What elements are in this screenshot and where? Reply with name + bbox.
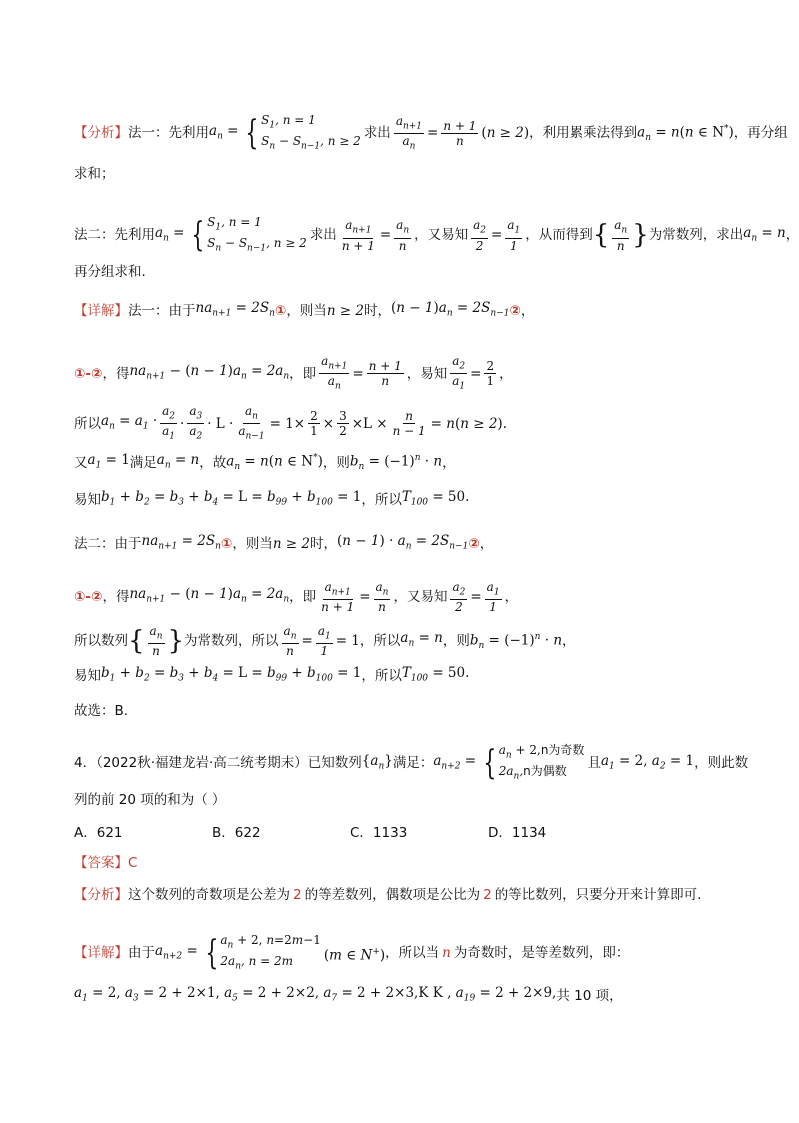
q4-detail-line-1: 【详解】 由于 $a_{n+2}$ = { $a_n + 2$, n=2m−1 $2a_n$, n = 2m (m ∈ N+) ，所以当 n 为奇数时，是等差数列，即： bbox=[74, 933, 630, 974]
option-c[interactable]: C．1133 bbox=[350, 825, 408, 841]
detail1-line-1: 【详解】 法一：由于 $na_{n+1} = 2S_n$ ① ，则当 n ≥ 2 时， $(n - 1)a_n = 2S_{n-1}$ ② ， bbox=[74, 300, 535, 319]
option-a[interactable]: A．621 bbox=[74, 825, 123, 841]
detail1-line-3: 所以 $a_n = a_1$ · $\frac{a_2}{a_1}$ · $\frac{a_3}{a_2}$ · L · $\frac{a_n}{a_{n-1}}$ = 1× $\frac{2}{1}$ × $\frac{3}{2}$ ×L × $\frac{n}{n - 1}$ = n(n ≥ 2). bbox=[74, 404, 507, 442]
piecewise-formula: { $S_1$, n = 1 $S_n - S_{n-1}$, n ≥ 2 bbox=[245, 113, 361, 154]
q4-analysis: 【分析】 这个数列的奇数项是公差为 2 的等差数列，偶数项是公比为 2 的等比数列，只要分开来计算即可. bbox=[74, 887, 702, 903]
detail1-line-4: 又 $a_1 = 1$ 满足 $a_n = n$ ，故 $a_n = n(n$ ∈ N*) ，则 $b_n = (-1)^n \cdot n$ ， bbox=[74, 451, 456, 473]
detail2-line-1: 法二：由于 $na_{n+1} = 2S_n$ ① ，则当 n ≥ 2 时， $(n - 1) \cdot a_n = 2S_{n-1}$ ② ， bbox=[74, 533, 494, 552]
detail1-line-2: ①-② ，得 $na_{n+1} - (n - 1)a_n = 2a_n$ ，即 $\frac{a_{n+1}}{a_n}$ = $\frac{n + 1}{n}$ ，易知 $\frac{a_2}{a_1}$ = $\frac{2}{1}$ ， bbox=[74, 354, 513, 392]
q4-stem-line-2: 列的前 20 项的和为（ ） bbox=[74, 792, 226, 808]
detail1-line-5: 易知 $b_1 + b_2 = b_3 + b_4 = L = b_{99} + b_{100} = 1$ ，所以 $T_{100} = 50$. bbox=[74, 489, 470, 508]
q4-answer: 【答案】 C bbox=[74, 855, 138, 871]
option-d[interactable]: D．1134 bbox=[488, 825, 547, 841]
q4-stem-line-1: 4．（2022秋·福建龙岩·高二统考期末）已知数列 $\{a_n\}$ 满足： $a_{n+2}$ = { $a_n + 2,n$为奇数 $2a_n,n$为偶数 且 $a_1 = 2$, $a_2 = 1$ ，则此数 bbox=[74, 743, 749, 784]
analysis-tag: 【分析】 bbox=[74, 125, 128, 142]
conclusion: 故选：B. bbox=[74, 703, 129, 719]
q4-detail-line-2: $a_1 = 2$, $a_3 = 2 + 2\times 1$, $a_5 = 2 + 2\times 2$, $a_7 = 2 + 2\times 3,K$ K , $a_{19} = 2 + 2\times 9$, 共 10 项， bbox=[74, 985, 623, 1004]
analysis-line-2: 求和； bbox=[74, 166, 115, 182]
detail2-line-4: 易知 $b_1 + b_2 = b_3 + b_4 = L = b_{99} + b_{100} = 1$ ，所以 $T_{100} = 50$. bbox=[74, 665, 470, 684]
method2-line-1: 法二：先利用 $a_n$ = { $S_1$, n = 1 $S_n - S_{n-1}$, n ≥ 2 求出 $\frac{a_{n+1}}{n + 1}$ = $\frac{a_n}{n}$ ，又易知 $\frac{a_2}{2}$ = $\frac{a_1}{1}$ ，从而得到 { $\frac{a_n}{n}$ } 为常数列，求出 $a_n = n$ ， bbox=[74, 215, 799, 256]
detail2-line-3: 所以数列 { $\frac{a_n}{n}$ } 为常数列，所以 $\frac{a_n}{n}$ = $\frac{a_1}{1}$ = 1 ，所以 $a_n = n$ ，则 $b_n = (-1)^n \cdot n$ ， bbox=[74, 624, 576, 659]
option-b[interactable]: B．622 bbox=[212, 825, 261, 841]
analysis-line-1: 【分析】 法一：先利用 $a_n$ = { $S_1$, n = 1 $S_n - S_{n-1}$, n ≥ 2 求出 $\frac{a_{n+1}}{a_n}$ = $\frac{n + 1}{n}$ (n ≥ 2) ，利用累乘法得到 $a_n = n(n$ ∈ N*) ，再分组 bbox=[74, 113, 788, 154]
detail2-line-2: ①-② ，得 $na_{n+1} - (n - 1)a_n = 2a_n$ ，即 $\frac{a_{n+1}}{n + 1}$ = $\frac{a_n}{n}$ ，又易知 $\frac{a_2}{2}$ = $\frac{a_1}{1}$ ， bbox=[74, 580, 519, 615]
method2-line-2: 再分组求和. bbox=[74, 264, 146, 280]
